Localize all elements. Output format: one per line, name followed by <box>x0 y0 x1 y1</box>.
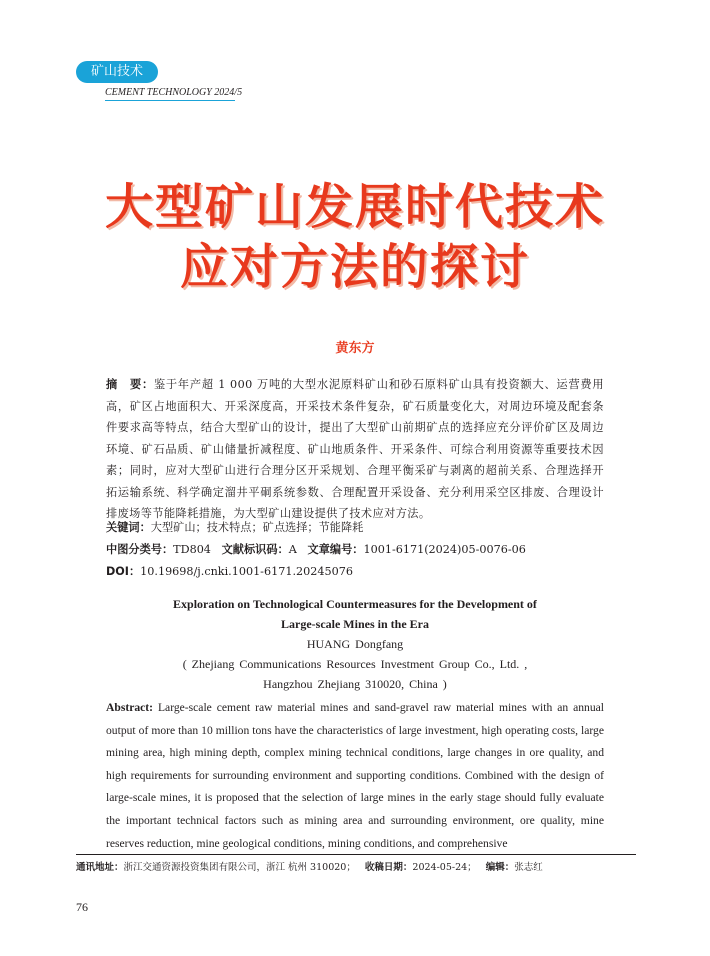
abstract-cn-label: 摘 要： <box>106 378 154 391</box>
footer-divider <box>76 854 636 855</box>
header-divider <box>105 100 235 101</box>
affiliation-en-line1: ( Zhejiang Communications Resources Investment Group Co., Ltd. , <box>182 657 528 671</box>
author-cn: 黄东方 <box>335 341 375 356</box>
keywords-cn <box>106 519 606 537</box>
journal-running-head: CEMENT TECHNOLOGY 2024/5 <box>105 87 243 98</box>
classification-line <box>106 541 606 559</box>
clc-label: 中图分类号： <box>106 543 174 556</box>
doi-line <box>106 563 606 581</box>
doc-code-label: 文献标识码： <box>221 543 289 556</box>
editor-value: 张志红 <box>514 862 543 873</box>
author-en: HUANG Dongfang <box>306 637 404 651</box>
abstract-cn <box>106 374 604 525</box>
keywords-cn-text: 大型矿山；技术特点；矿点选择；节能降耗 <box>150 521 364 534</box>
address-value: 浙江交通资源投资集团有限公司，浙江 杭州 310020； <box>123 862 356 873</box>
abstract-en-text: Large-scale cement raw material mines and sand-gravel raw material mines with an annual output of more than 10 million tons have the characteristics of large investment, high operating costs, large mining area, high mining depth, complex mining technical conditions, large changes in ore quality, and high requirements for surrounding environment and supporting conditions. Combined with the design of large-scale mines, it is proposed that the selection of large mines in the early stage should fully evaluate the important technical factors such as mining area and surrounding environment, ore quality, mine reserves reduction, mine geological conditions, mining conditions, and comprehensive <box>106 701 604 850</box>
title-en-line2: Large-scale Mines in the Era <box>281 617 429 631</box>
doc-code-value: A <box>288 543 297 556</box>
editor-label: 编辑： <box>485 862 515 873</box>
article-no-label: 文章编号： <box>307 543 364 556</box>
title-en-line1: Exploration on Technological Countermeasures for the Development of <box>173 597 537 611</box>
doi-label: DOI： <box>106 565 141 578</box>
title-cn-line1: 大型矿山发展时代技术 <box>104 179 605 235</box>
clc-value: TD804 <box>173 543 211 556</box>
doi-value[interactable]: 10.19698/j.cnki.1001-6171.20245076 <box>140 565 353 578</box>
address-label: 通讯地址： <box>76 862 124 873</box>
footer-note <box>76 861 636 875</box>
received-value: 2024-05-24； <box>412 862 477 873</box>
abstract-en-label: Abstract: <box>106 701 154 714</box>
affiliation-en-line2: Hangzhou Zhejiang 310020, China ) <box>263 677 447 691</box>
abstract-en <box>106 697 604 855</box>
received-label: 收稿日期： <box>364 862 413 873</box>
article-no-value: 1001-6171(2024)05-0076-06 <box>363 543 526 556</box>
abstract-cn-text: 鉴于年产超 1 000 万吨的大型水泥原料矿山和砂石原料矿山具有投资额大、运营费用高，矿区占地面积大、开采深度高，开采技术条件复杂，矿石质量变化大，对周边环境及配套条件要求高等特点，结合大型矿山的设计，提出了大型矿山前期矿点的选择应充分评价矿区及周边环境、矿石品质、矿山储量折减程度、矿山地质条件、开采条件、可综合利用资源等重要技术因素；同时，应对大型矿山进行合理分区开采规划、合理平衡采矿与剥离的超前关系、合理选择开拓运输系统、科学确定溜井平硐系统参数、合理配置开采设备、充分利用采空区排废、合理设计排废场等节能降耗措施，为大型矿山建设提供了技术应对方法。 <box>106 378 605 520</box>
keywords-cn-label: 关键词： <box>106 521 151 534</box>
title-cn-line2: 应对方法的探讨 <box>179 239 530 295</box>
section-tag: 矿山技术 <box>76 61 158 83</box>
page-number: 76 <box>76 900 88 914</box>
